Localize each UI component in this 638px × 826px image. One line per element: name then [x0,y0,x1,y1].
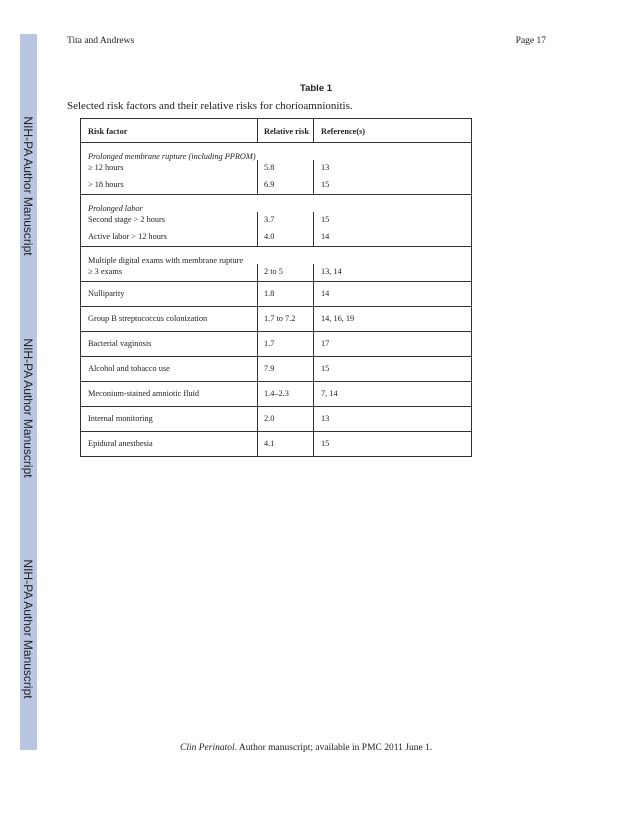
reference-cell: 7, 14 [313,382,369,406]
reference-cell: 15 [313,357,369,381]
table-group [81,282,471,307]
table-row [81,160,471,177]
risk-factor-cell: Bacterial vaginosis [88,339,152,348]
page-footer [180,743,432,753]
risk-factor-cell: > 18 hours [88,180,124,189]
reference-cell: 15 [313,212,369,229]
table-row [81,282,471,306]
relative-risk-cell: 2 to 5 [257,264,313,281]
page-number: Page 17 [515,36,546,46]
table-row [81,229,471,246]
table-group [81,332,471,357]
relative-risk-cell: 6.9 [257,177,313,194]
relative-risk-cell: 1.8 [257,282,313,306]
reference-cell: 17 [313,332,369,356]
table-header-row [81,119,471,143]
table-group [81,432,471,456]
reference-cell: 14 [313,229,369,246]
table-label: Table 1 [300,83,333,94]
table-row [81,407,471,431]
table-row [81,382,471,406]
table-group [81,307,471,332]
table-caption: Selected risk factors and their relative risks for chorioamnionitis. [67,100,353,112]
risk-factor-cell: Active labor > 12 hours [88,232,167,241]
relative-risk-cell: 3.7 [257,212,313,229]
table-group [81,195,471,247]
table-row [81,332,471,356]
column-header: Relative risk [257,119,313,142]
table-group [81,407,471,432]
group-title: Multiple digital exams with membrane rupture [88,256,244,265]
table-row [81,212,471,229]
risk-factor-cell: Alcohol and tobacco use [88,364,170,373]
column-header: Risk factor [88,127,128,136]
table-row [81,177,471,194]
table-group [81,247,471,282]
risk-factor-cell: Nulliparity [88,289,125,298]
risk-factor-table [80,118,472,457]
risk-factor-cell: ≥ 12 hours [88,163,124,172]
running-header-authors: Tita and Andrews [67,36,135,46]
reference-cell: 14, 16, 19 [313,307,369,331]
relative-risk-cell: 1.4–2.3 [257,382,313,406]
reference-cell: 13 [313,160,369,177]
reference-cell: 15 [313,432,369,456]
reference-cell: 13, 14 [313,264,369,281]
footer-text: . Author manuscript; available in PMC 2011 June 1. [234,743,433,753]
relative-risk-cell: 4.0 [257,229,313,246]
relative-risk-cell: 5.8 [257,160,313,177]
table-group [81,143,471,195]
group-title: Prolonged membrane rupture (including PPROM) [88,152,256,161]
risk-factor-cell: Group B streptococcus colonization [88,314,208,323]
table-group [81,357,471,382]
risk-factor-cell: Meconium-stained amniotic fluid [88,389,200,398]
table-row [81,264,471,281]
reference-cell: 14 [313,282,369,306]
table-row [81,432,471,456]
table-row [81,307,471,331]
group-title: Prolonged labor [88,204,143,213]
column-header: Reference(s) [313,119,369,142]
journal-name: Clin Perinatol [180,743,235,753]
relative-risk-cell: 1.7 [257,332,313,356]
relative-risk-cell: 1.7 to 7.2 [257,307,313,331]
risk-factor-cell: ≥ 3 exams [88,267,123,276]
relative-risk-cell: 4.1 [257,432,313,456]
risk-factor-cell: Second stage > 2 hours [88,215,166,224]
reference-cell: 15 [313,177,369,194]
relative-risk-cell: 2.0 [257,407,313,431]
table-group [81,382,471,407]
relative-risk-cell: 7.9 [257,357,313,381]
risk-factor-cell: Epidural anesthesia [88,439,153,448]
risk-factor-cell: Internal monitoring [88,414,153,423]
reference-cell: 13 [313,407,369,431]
table-row [81,357,471,381]
